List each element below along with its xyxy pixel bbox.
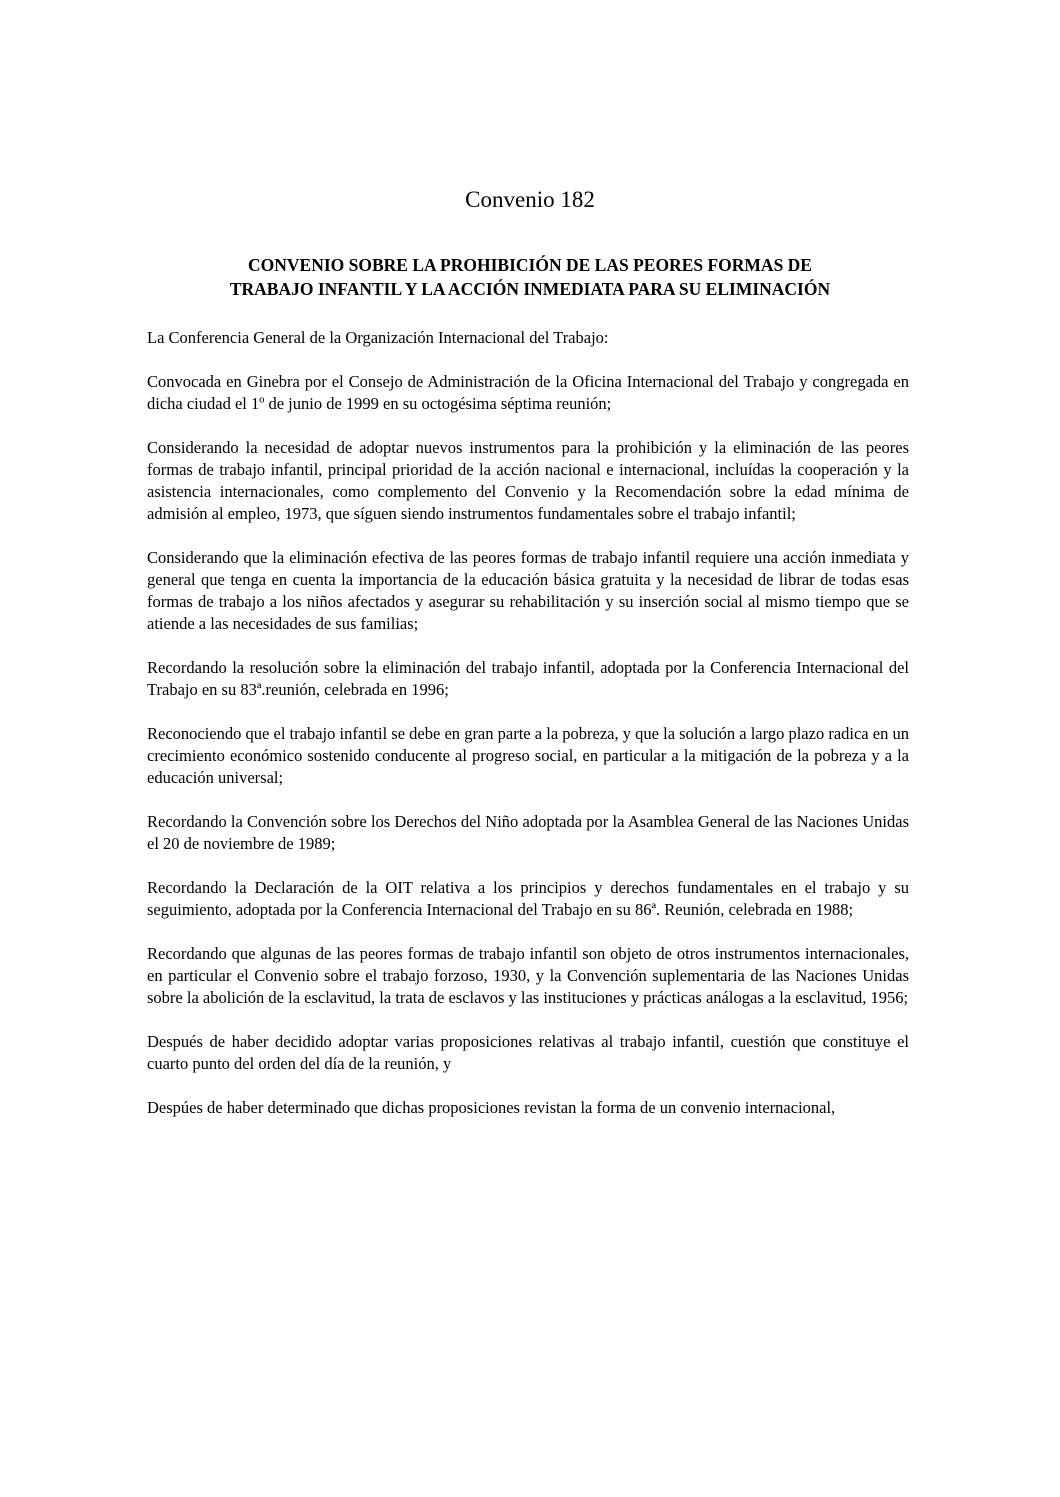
paragraph-despues-decidido: Después de haber decidido adoptar varias proposiciones relativas al trabajo infantil, cuestión que constituye el cuarto punto del orden del día de la reunión, y (147, 1032, 909, 1073)
document-heading (100, 253, 960, 301)
paragraph-considerando-2: Considerando que la eliminación efectiva de las peores formas de trabajo infantil requiere una acción inmediata y general que tenga en cuenta la importancia de la educación básica gratuita y la necesidad de librar de todas esas formas de trabajo a los niños afectados y asegurar su rehabilitación y su inserción social al mismo tiempo que se atiende a las necesidades de sus familias; (147, 548, 909, 633)
paragraph-recordando-instrumentos: Recordando que algunas de las peores formas de trabajo infantil son objeto de otros instrumentos internacionales, en particular el Convenio sobre el trabajo forzoso, 1930, y la Convención suplementaria de las Naciones Unidas sobre la abolición de la esclavitud, la trata de esclavos y las instituciones y prácticas análogas a la esclavitud, 1956; (147, 944, 909, 1007)
paragraph-recordando-declaracion: Recordando la Declaración de la OIT relativa a los principios y derechos fundamentales en el trabajo y su seguimiento, adoptada por la Conferencia Internacional del Trabajo en su 86ª. Reunión, celebrada en 1988; (147, 878, 909, 919)
document-heading-line-2: TRABAJO INFANTIL Y LA ACCIÓN INMEDIATA PARA SU ELIMINACIÓN (229, 279, 831, 299)
document-heading-line-1: CONVENIO SOBRE LA PROHIBICIÓN DE LAS PEORES FORMAS DE (248, 255, 812, 275)
paragraph-convocada: Convocada en Ginebra por el Consejo de Administración de la Oficina Internacional del Trabajo y congregada en dicha ciudad el 1º de junio de 1999 en su octogésima séptima reunión; (147, 372, 909, 413)
paragraph-recordando-convencion: Recordando la Convención sobre los Derechos del Niño adoptada por la Asamblea General de las Naciones Unidas el 20 de noviembre de 1989; (147, 812, 909, 853)
paragraph-intro: La Conferencia General de la Organización Internacional del Trabajo: (147, 328, 609, 347)
paragraph-considerando-1: Considerando la necesidad de adoptar nuevos instrumentos para la prohibición y la eliminación de las peores formas de trabajo infantil, principal prioridad de la acción nacional e internacional, incluídas la cooperación y la asistencia internacionales, como complemento del Convenio y la Recomendación sobre la edad mínima de admisión al empleo, 1973, que síguen siendo instrumentos fundamentales sobre el trabajo infantil; (147, 438, 909, 523)
document-body (147, 327, 909, 1141)
paragraph-despues-determinado: Despúes de haber determinado que dichas proposiciones revistan la forma de un convenio internacional, (147, 1098, 836, 1117)
paragraph-recordando-resolucion: Recordando la resolución sobre la eliminación del trabajo infantil, adoptada por la Conferencia Internacional del Trabajo en su 83ª.reunión, celebrada en 1996; (147, 658, 909, 699)
document-title: Convenio 182 (465, 187, 595, 212)
paragraph-reconociendo: Reconociendo que el trabajo infantil se debe en gran parte a la pobreza, y que la solución a largo plazo radica en un crecimiento económico sostenido conducente al progreso social, en particular a la mitigación de la pobreza y a la educación universal; (147, 724, 909, 787)
